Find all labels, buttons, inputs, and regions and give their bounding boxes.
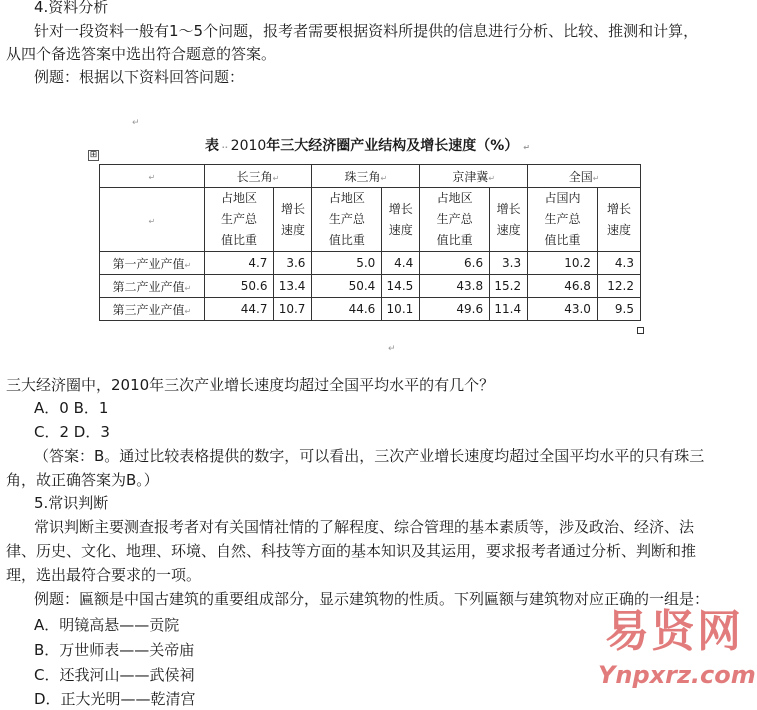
section4-description-line2: 从四个备选答案中选出符合题意的答案。 [6,45,277,63]
answer-line2: 角，故正确答案为B。） [6,471,159,489]
section5-example: 例题：匾额是中国古建筑的重要组成部分，显示建筑物的性质。下列匾额与建筑物对应正确的一组是： [34,590,710,608]
table-cell: 3.3 [490,252,528,275]
subheader-growth: 增长 速度 [490,188,528,252]
watermark-url: Ynpxrz.com [598,661,756,689]
table-cell: 46.8 [528,275,598,298]
industry-structure-table [99,164,641,321]
table-cell: 43.8 [420,275,490,298]
row-label: 第二产业产值↵ [100,275,205,298]
question-text: 三大经济圈中，2010年三次产业增长速度均超过全国平均水平的有几个？ [6,376,495,394]
caption-year: 2010 [230,138,267,154]
section5-description-line1: 常识判断主要测查报考者对有关国情社情的了解程度、综合管理的基本素质等，涉及政治、经济、法 [34,518,695,536]
subheader-share: 占地区 生产总 值比重 [420,188,490,252]
section5-heading: 5.常识判断 [34,494,109,512]
header-yangtze-delta: 长三角↵ [204,165,312,188]
header-pearl-delta: 珠三角↵ [312,165,420,188]
option-d: D．正大光明——乾清宫 [34,690,196,708]
subheader-share-national: 占国内 生产总 值比重 [528,188,598,252]
header-jingjinji: 京津冀↵ [420,165,528,188]
table-cell: 6.6 [420,252,490,275]
table-row [100,298,641,321]
subheader-growth: 增长 速度 [597,188,640,252]
table-move-handle-icon[interactable]: ⊞ [89,150,98,160]
table-row [100,252,641,275]
answer-line1: （答案：B。通过比较表格提供的数字，可以看出，三次产业增长速度均超过全国平均水平的只有珠三 [34,447,705,465]
table-cell: 4.3 [597,252,640,275]
table-cell: 10.1 [382,298,420,321]
table-cell: 4.7 [204,252,274,275]
subheader-growth: 增长 速度 [274,188,312,252]
watermark-name: 易贤网 [605,606,743,657]
question-options-line1: A．0 B．1 [34,399,109,417]
table-cell: 3.6 [274,252,312,275]
caption-space-mark: ·· [219,143,231,152]
table-cell: 44.7 [204,298,274,321]
subheader-share: 占地区 生产总 值比重 [204,188,274,252]
header-corner-cell: ↵ [100,165,205,188]
table-cell: 10.2 [528,252,598,275]
caption-title: 年三大经济圈产业结构及增长速度（%） [266,138,519,154]
table-cell: 50.4 [312,275,382,298]
subheader-share: 占地区 生产总 值比重 [312,188,382,252]
caption-prefix: 表 [205,138,219,154]
section5-description-line2: 律、历史、文化、地理、环境、自然、科技等方面的基本知识及其运用，要求报考者通过分析、判断和推 [6,542,697,560]
table-cell: 12.2 [597,275,640,298]
option-c: C．还我河山——武侯祠 [34,666,195,684]
header-national: 全国↵ [528,165,641,188]
section4-heading: 4.资料分析 [34,0,109,16]
table-row [100,275,641,298]
paragraph-mark: ↵ [388,344,396,354]
question-options-line2: C．2 D．3 [34,423,110,441]
section5-description-line3: 理，选出最符合要求的一项。 [6,566,202,584]
table-cell: 9.5 [597,298,640,321]
table-cell: 5.0 [312,252,382,275]
table-cell: 4.4 [382,252,420,275]
table-cell: 50.6 [204,275,274,298]
section4-description-line1: 针对一段资料一般有1～5个问题，报考者需要根据资料所提供的信息进行分析、比较、推测和计算， [34,22,699,40]
paragraph-mark: ↵ [523,143,530,152]
section4-example-intro: 例题：根据以下资料回答问题： [34,68,245,86]
table-resize-handle[interactable] [637,327,644,334]
subheader-growth: 增长 速度 [382,188,420,252]
option-a: A．明镜高悬——贡院 [34,616,180,634]
table-cell: 15.2 [490,275,528,298]
paragraph-mark: ↵ [132,118,140,128]
option-b: B．万世师表——关帝庙 [34,641,195,659]
table-caption [205,135,530,155]
table-header-row [100,165,641,188]
site-watermark-logo [598,604,756,704]
subheader-blank-cell: ↵ [100,188,205,252]
table-subheader-row [100,188,641,252]
table-cell: 43.0 [528,298,598,321]
table-cell: 11.4 [490,298,528,321]
table-cell: 10.7 [274,298,312,321]
table-cell: 13.4 [274,275,312,298]
row-label: 第一产业产值↵ [100,252,205,275]
table-cell: 49.6 [420,298,490,321]
table-cell: 14.5 [382,275,420,298]
row-label: 第三产业产值↵ [100,298,205,321]
table-cell: 44.6 [312,298,382,321]
